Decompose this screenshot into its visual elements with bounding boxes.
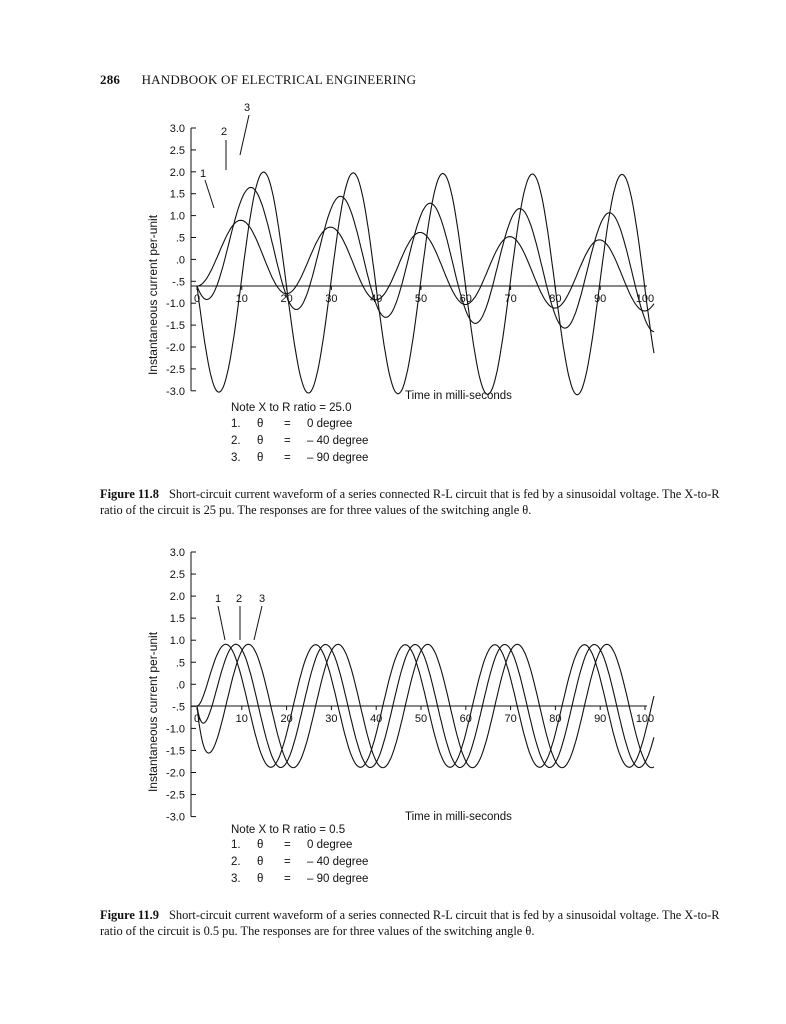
x-tick-label: 20 [280,293,293,305]
y-tick-label: -1.0 [166,298,185,311]
y-tick-label: .0 [175,679,185,692]
note-row-sym: θ [257,418,264,430]
note-row-sym: θ [257,873,264,885]
curve-label-2: 2 [220,126,228,138]
note-row-val: – 40 degree [307,435,369,447]
y-axis-label: Instantaneous current per-unit [146,631,160,793]
caption-label: Figure 11.8 [100,487,159,501]
y-tick-label: -1.0 [166,723,185,736]
note-row-sym: θ [257,435,264,447]
page-number: 286 [100,72,121,87]
x-tick-label: 50 [414,713,428,725]
caption-text: Short-circuit current waveform of a series connected R-L circuit that is fed by a sinusoidal voltage. The X-to-R ratio of the circuit is 0.5 pu. The responses are for three values of the switching angle θ. [100,908,720,938]
curve-leader-line [205,180,214,208]
figure-11-8-chart [0,100,786,480]
y-tick-label: -2.0 [166,342,185,354]
x-tick-label: 10 [235,713,248,725]
curve-label-1: 1 [199,168,207,180]
curve-label-1: 1 [214,593,222,605]
note-row-eq: = [284,873,291,885]
note-row-num: 1. [231,418,241,430]
running-header [100,72,416,88]
x-tick-label: 60 [459,713,472,725]
y-tick-label: 1.5 [169,613,185,626]
y-tick-label: 2.0 [169,591,185,604]
x-tick-label: 60 [459,293,472,305]
note-row-num: 3. [231,452,241,464]
y-tick-label: .5 [175,657,185,670]
note-row-eq: = [284,856,291,868]
x-axis-label: Time in milli-seconds [405,390,512,402]
note-row-eq: = [284,435,291,447]
y-tick-label: -.5 [172,276,185,289]
y-tick-label: 2.5 [169,569,185,582]
x-tick-label: 100 [635,293,655,305]
x-tick-label: 30 [325,293,338,305]
figure-11-9-caption [100,907,725,939]
caption-label: Figure 11.9 [100,908,159,922]
y-tick-label: 1.5 [169,188,185,201]
note-row-eq: = [284,452,291,464]
x-tick-label: 40 [370,713,383,725]
y-tick-label: -2.5 [166,363,185,376]
note-row-eq: = [284,839,291,851]
note-row-val: 0 degree [307,418,353,430]
note-row-val: – 90 degree [307,452,369,464]
y-tick-label: 1.0 [169,635,185,648]
y-tick-label: 3.0 [169,547,185,559]
note-row-val: 0 degree [307,839,353,851]
y-tick-label: -2.0 [166,767,185,780]
note-row-sym: θ [257,856,264,868]
x-axis-label: Time in milli-seconds [405,811,512,823]
y-tick-label: 3.0 [169,123,185,135]
y-tick-label: -3.0 [166,385,185,398]
note-row-num: 2. [231,856,241,868]
y-tick-label: -.5 [172,701,185,714]
series-2-curve [197,188,654,332]
y-tick-label: 2.5 [169,144,185,157]
curve-label-2: 2 [235,593,243,605]
note-row-val: – 40 degree [307,856,369,868]
x-tick-label: 20 [280,713,293,725]
x-tick-label: 70 [504,713,517,725]
note-row-eq: = [284,418,291,430]
y-tick-label: .5 [175,232,185,245]
note-row-sym: θ [257,452,264,464]
figure-11-8-caption [100,486,725,518]
curve-leader-line [240,115,249,155]
y-tick-label: .0 [175,254,185,267]
x-tick-label: 80 [549,293,562,305]
x-tick-label: 90 [594,293,607,305]
curve-label-3: 3 [243,102,251,114]
x-tick-label: 0 [193,713,201,725]
x-tick-label: 100 [635,713,655,725]
x-tick-label: 70 [504,293,517,305]
x-tick-label: 40 [370,293,383,305]
x-tick-label: 30 [325,713,338,725]
note-row-val: – 90 degree [307,873,369,885]
y-tick-label: -2.5 [166,789,185,802]
note-row-sym: θ [257,839,264,851]
x-tick-label: 90 [594,713,607,725]
curve-leader-line [254,606,262,640]
caption-text: Short-circuit current waveform of a series connected R-L circuit that is fed by a sinusoidal voltage. The X-to-R ratio of the circuit is 25 pu. The responses are for three values of the switching angle θ. [100,487,720,517]
x-tick-label: 0 [193,293,201,305]
y-axis-label: Instantaneous current per-unit [146,214,160,376]
y-tick-label: 2.0 [169,166,185,179]
figure-11-9-chart [0,540,786,895]
note-row-num: 1. [231,839,241,851]
x-tick-label: 10 [235,293,248,305]
curve-label-3: 3 [258,593,266,605]
curve-leader-line [218,606,225,640]
y-tick-label: -1.5 [166,745,185,758]
x-tick-label: 50 [414,293,428,305]
x-tick-label: 80 [549,713,562,725]
running-title: HANDBOOK OF ELECTRICAL ENGINEERING [141,72,417,87]
y-tick-label: -3.0 [166,811,185,824]
note-row-num: 3. [231,873,241,885]
note-row-num: 2. [231,435,241,447]
y-tick-label: -1.5 [166,320,185,333]
note-title: Note X to R ratio = 0.5 [231,824,346,836]
y-tick-label: 1.0 [169,210,185,223]
note-title: Note X to R ratio = 25.0 [231,402,352,414]
